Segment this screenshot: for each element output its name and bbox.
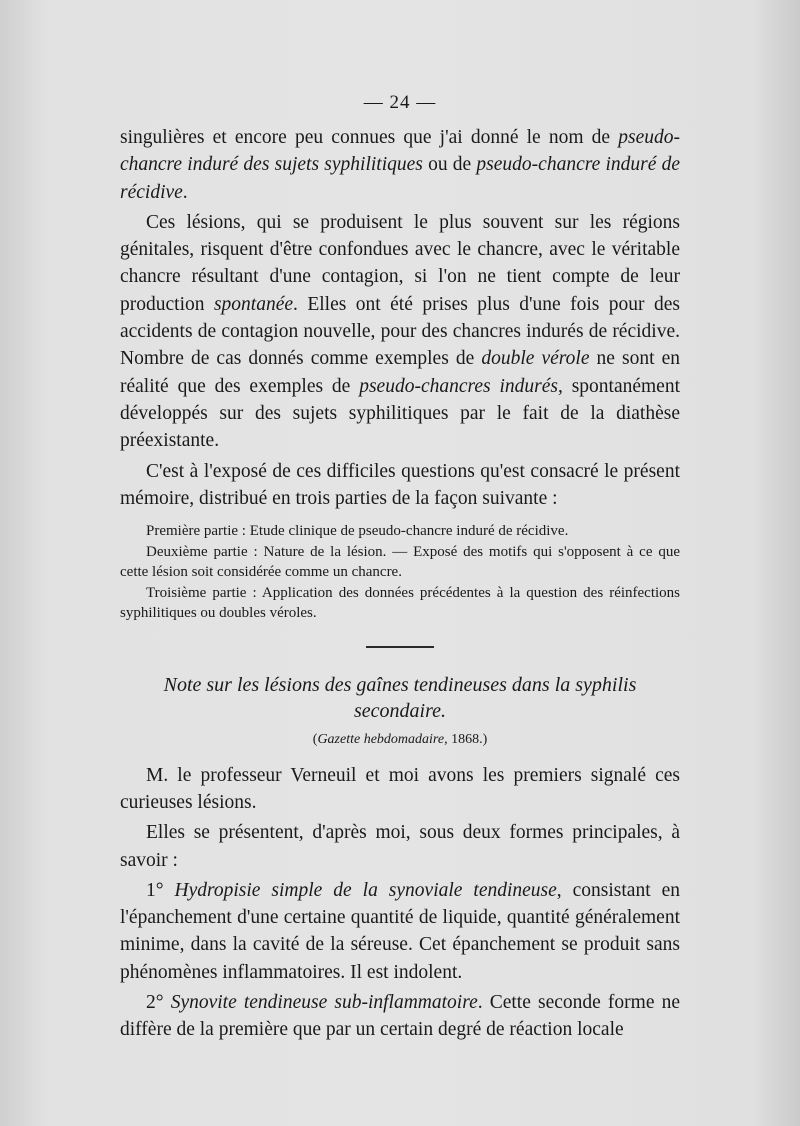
form-title: Synovite tendineuse sub-inflammatoire <box>170 992 478 1014</box>
parts-list <box>120 521 680 624</box>
form-number: 2° <box>146 992 164 1014</box>
text-run: , 1868.) <box>444 731 488 747</box>
note-paragraph-2: Elles se présentent, d'après moi, sous deux formes principales, à savoir : <box>120 822 680 871</box>
page-body <box>120 124 680 1044</box>
part-2: Deuxième partie : Nature de la lésion. — Exposé des motifs qui s'opposent à ce que cette lésion soit considérée comme un chancre. <box>120 543 680 581</box>
italic-term: pseudo-chancres indurés <box>359 375 558 397</box>
italic-term: spontanée <box>213 293 294 315</box>
journal-name: Gazette hebdomadaire <box>317 731 445 747</box>
text-run: . Cette seconde forme ne diffère de la première que par un certain degré de réaction locale <box>120 992 681 1041</box>
part-3: Troisième partie : Application des données précédentes à la question des réinfections syphilitiques ou doubles véroles. <box>120 584 680 622</box>
text-run: , consistant en l'épanchement d'une certaine quantité de liquide, quantité généralement minime, dans la cavité de la séreuse. Cet épanchement se produit sans phénomènes inflammatoires. Il est indolent. <box>120 879 680 983</box>
italic-term: double vérole <box>481 348 590 370</box>
paragraph-1 <box>120 124 680 206</box>
text-run: Ces lésions, qui se produisent le plus souvent sur les régions génitales, risquent d'être confondues avec le chancre, avec le véritable chancre résultant d'une contagion, si l'on ne tient compte de leur production <box>120 211 680 315</box>
form-1 <box>120 877 680 986</box>
text-run: ou de <box>422 154 477 176</box>
italic-term: pseudo-chancre induré de récidive <box>120 154 680 203</box>
note-title: Note sur les lésions des gaînes tendineuses dans la syphilis secondaire. <box>163 673 637 722</box>
form-2 <box>120 989 680 1044</box>
paragraph-3: C'est à l'exposé de ces difficiles questions qu'est consacré le présent mémoire, distribué en trois parties de la façon suivante : <box>120 460 680 509</box>
section-divider <box>366 646 434 648</box>
text-run: . Elles ont été prises plus d'une fois pour des accidents de contagion nouvelle, pour des chancres indurés de récidive. Nombre de cas donnés comme exemples de <box>120 293 680 370</box>
form-number: 1° <box>146 879 164 901</box>
part-1: Première partie : Etude clinique de pseudo-chancre induré de récidive. <box>146 523 569 540</box>
text-run: ( <box>312 731 318 747</box>
text-run: ne sont en réalité que des exemples de <box>120 348 680 397</box>
note-source <box>120 730 680 750</box>
paragraph-2 <box>120 209 680 455</box>
italic-term: pseudo-chancre induré des sujets syphilitiques <box>120 127 680 176</box>
form-title: Hydropisie simple de la synoviale tendineuse <box>174 879 557 901</box>
note-paragraph-1: M. le professeur Verneuil et moi avons les premiers signalé ces curieuses lésions. <box>120 764 680 813</box>
text-run: . <box>182 181 188 203</box>
page-number: — 24 — <box>363 92 437 113</box>
text-run: , spontanément développés sur des sujets syphilitiques par le fait de la diathèse préexistante. <box>120 375 681 452</box>
text-run: singulières et encore peu connues que j'ai donné le nom de <box>120 127 619 148</box>
